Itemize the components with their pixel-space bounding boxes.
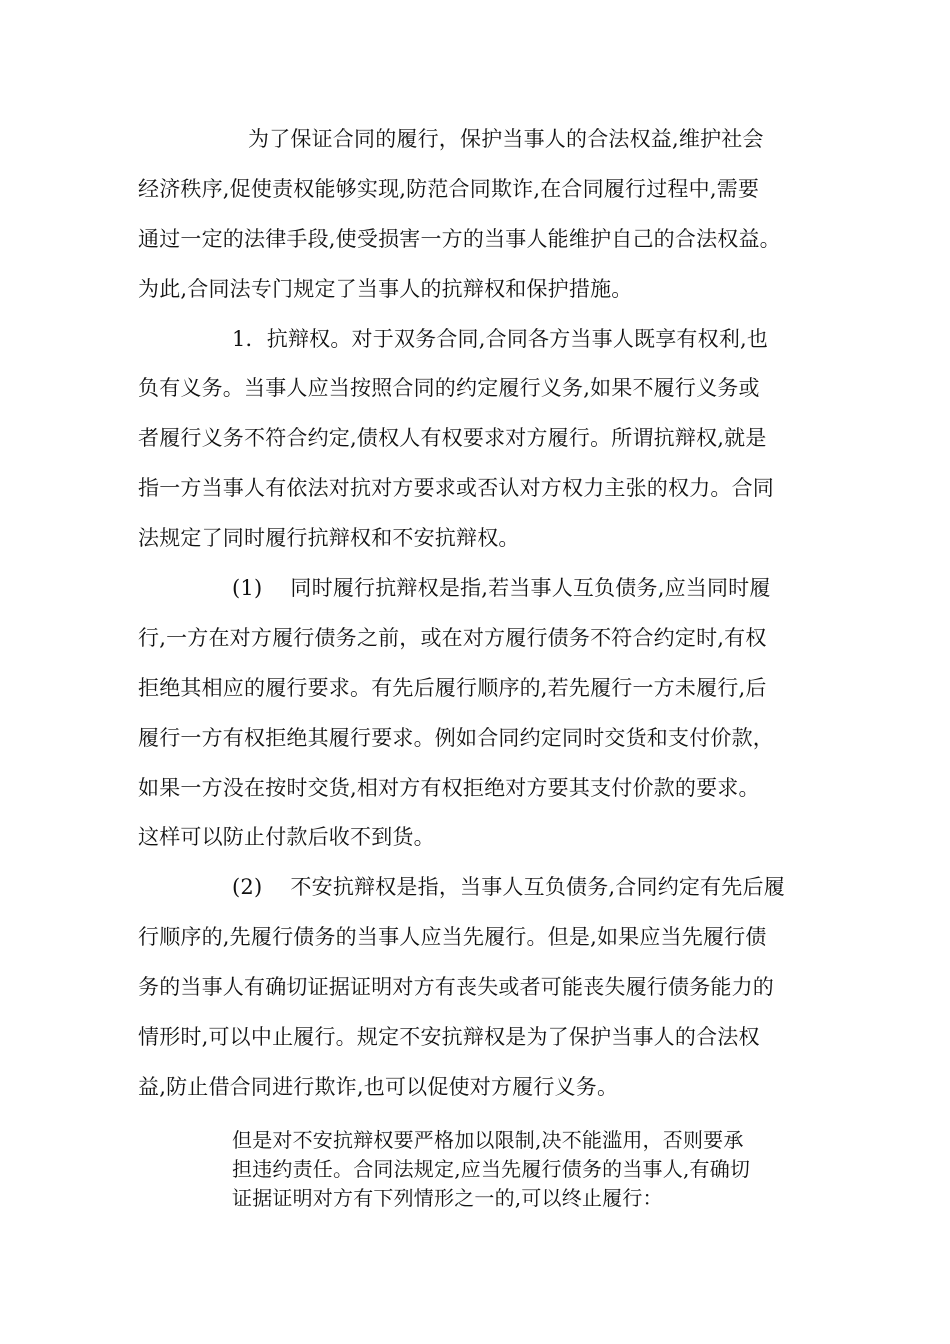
paragraph-2-line-2: 负有义务。当事人应当按照合同的约定履行义务,如果不履行义务或 bbox=[138, 376, 760, 400]
paragraph-4-line-5: 益,防止借合同进行欺诈,也可以促使对方履行义务。 bbox=[138, 1075, 619, 1099]
paragraph-1-line-4: 为此,合同法专门规定了当事人的抗辩权和保护措施。 bbox=[138, 277, 633, 301]
paragraph-5 bbox=[232, 1126, 832, 1213]
paragraph-4-line-2: 行顺序的,先履行债务的当事人应当先履行。但是,如果应当先履行债 bbox=[138, 925, 767, 949]
paragraph-5-line-1: 但是对不安抗辩权要严格加以限制,决不能滥用，否则要承 bbox=[232, 1128, 744, 1152]
paragraph-2-line-3: 者履行义务不符合约定,债权人有权要求对方履行。所谓抗辩权,就是 bbox=[138, 426, 767, 450]
paragraph-5-line-3: 证据证明对方有下列情形之一的,可以终止履行： bbox=[232, 1186, 663, 1210]
paragraph-4-line-4: 情形时,可以中止履行。规定不安抗辩权是为了保护当事人的合法权 bbox=[138, 1025, 760, 1049]
paragraph-4-line-1: (2) 不安抗辩权是指，当事人互负债务,合同约定有先后履 bbox=[232, 875, 785, 899]
paragraph-5-line-2: 担违约责任。合同法规定,应当先履行债务的当事人,有确切 bbox=[232, 1157, 751, 1181]
paragraph-2-line-4: 指一方当事人有依法对抗对方要求或否认对方权力主张的权力。合同 bbox=[138, 476, 774, 500]
paragraph-3-line-3: 拒绝其相应的履行要求。有先后履行顺序的,若先履行一方未履行,后 bbox=[138, 676, 767, 700]
paragraph-3-line-5: 如果一方没在按时交货,相对方有权拒绝对方要其支付价款的要求。 bbox=[138, 776, 760, 800]
paragraph-1-line-2: 经济秩序,促使责权能够实现,防范合同欺诈,在合同履行过程中,需要 bbox=[138, 177, 760, 201]
paragraph-3-line-4: 履行一方有权拒绝其履行要求。例如合同约定同时交货和支付价款， bbox=[138, 726, 774, 750]
paragraph-3-line-1: (1) 同时履行抗辩权是指,若当事人互负债务,应当同时履 bbox=[232, 576, 771, 600]
paragraph-2-line-1: 1．抗辩权。对于双务合同,合同各方当事人既享有权利,也 bbox=[232, 327, 769, 351]
paragraph-1-line-3: 通过一定的法律手段,使受损害一方的当事人能维护自己的合法权益。 bbox=[138, 227, 781, 251]
paragraph-3-line-6: 这样可以防止付款后收不到货。 bbox=[138, 825, 435, 849]
paragraph-3-line-2: 行,一方在对方履行债务之前，或在对方履行债务不符合约定时,有权 bbox=[138, 626, 767, 650]
paragraph-2-line-5: 法规定了同时履行抗辩权和不安抗辩权。 bbox=[138, 526, 520, 550]
paragraph-4-line-3: 务的当事人有确切证据证明对方有丧失或者可能丧失履行债务能力的 bbox=[138, 975, 774, 999]
paragraph-1-line-1: 为了保证合同的履行，保护当事人的合法权益,维护社会 bbox=[248, 127, 764, 151]
